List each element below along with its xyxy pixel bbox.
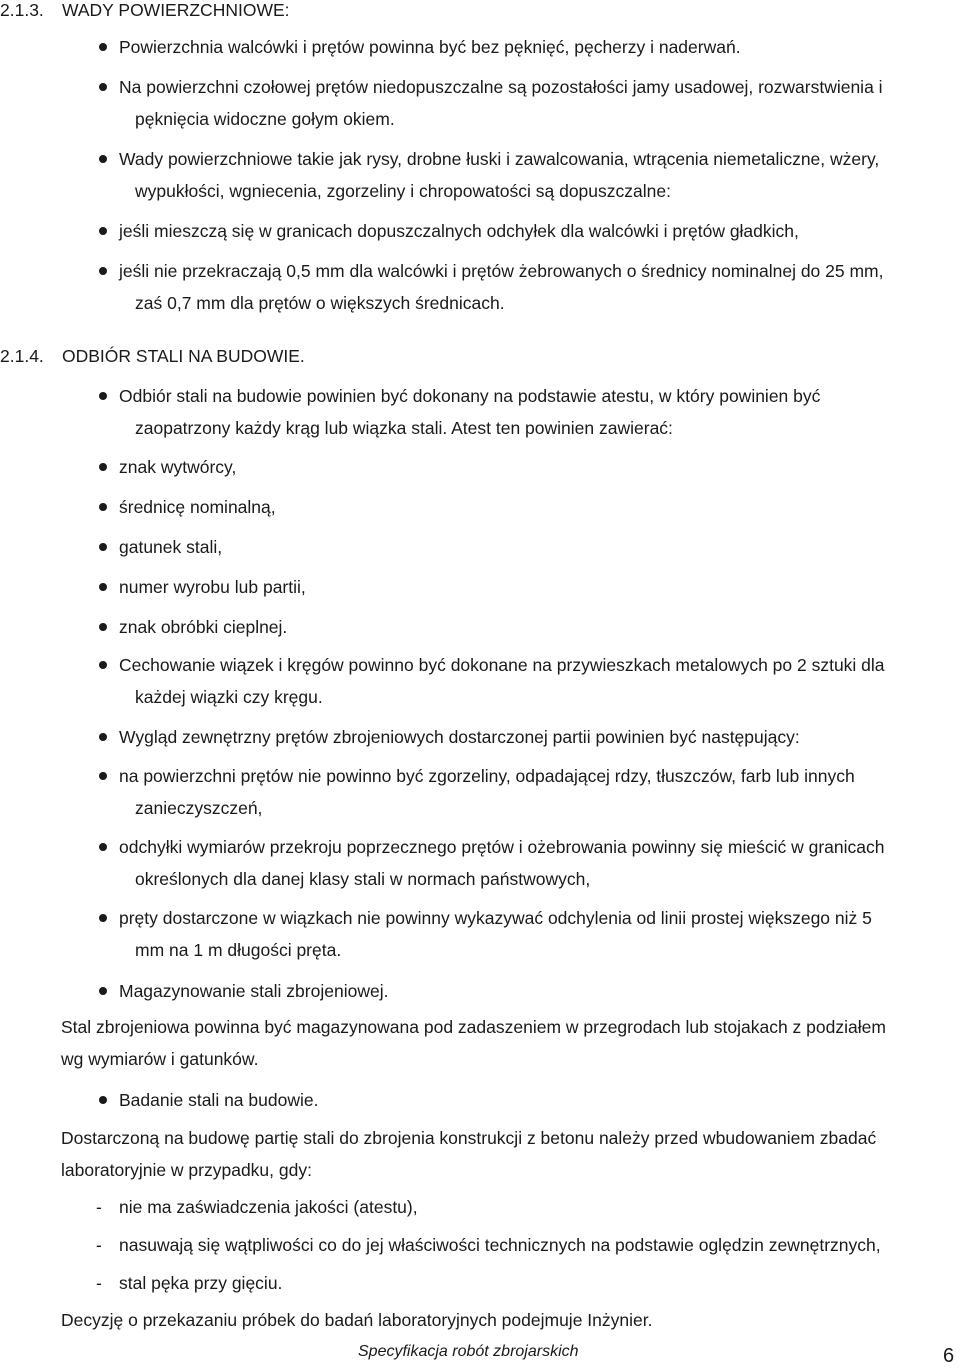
dash-item: stal pęka przy gięciu. xyxy=(119,1273,283,1293)
list-item: Odbiór stali na budowie powinien być dokonany na podstawie atestu, w który powinien być zaopatrzony każdy krąg lub wiązka stali. Atest ten powinien zawierać: xyxy=(119,386,821,438)
bullet-icon xyxy=(99,843,107,851)
section-number: 2.1.3. xyxy=(0,0,44,20)
list-item: Wady powierzchniowe takie jak rysy, drobne łuski i zawalcowania, wtrącenia niemetaliczne, wżery, wypukłości, wgniecenia, zgorzeliny i chropowatości są dopuszczalne: xyxy=(119,149,880,201)
bullet-icon xyxy=(99,623,107,631)
bullet-icon xyxy=(99,543,107,551)
list-item: Wygląd zewnętrzny prętów zbrojeniowych dostarczonej partii powinien być następujący: xyxy=(119,727,800,747)
bullet-icon xyxy=(99,155,107,163)
list-item: odchyłki wymiarów przekroju poprzecznego prętów i ożebrowania powinny się mieścić w granicach określonych dla danej klasy stali w normach państwowych, xyxy=(119,837,885,889)
paragraph-decision: Decyzję o przekazaniu próbek do badań laboratoryjnych podejmuje Inżynier. xyxy=(61,1310,653,1330)
list-item: numer wyrobu lub partii, xyxy=(119,577,306,597)
bullet-icon xyxy=(99,661,107,669)
dash-item: nasuwają się wątpliwości co do jej właściwości technicznych na podstawie oględzin zewnętrznych, xyxy=(119,1235,881,1255)
bullet-icon xyxy=(99,267,107,275)
list-item: jeśli mieszczą się w granicach dopuszczalnych odchyłek dla walcówki i prętów gładkich, xyxy=(119,221,799,241)
bullet-icon xyxy=(99,987,107,995)
list-item: znak wytwórcy, xyxy=(119,457,237,477)
page-number: 6 xyxy=(943,1345,955,1367)
list-item: gatunek stali, xyxy=(119,537,223,557)
bullet-icon xyxy=(99,392,107,400)
section-title: WADY POWIERZCHNIOWE: xyxy=(62,0,290,20)
section-heading-2-1-4 xyxy=(0,340,305,372)
section-title: ODBIÓR STALI NA BUDOWIE. xyxy=(62,346,305,366)
dash-marker: - xyxy=(96,1197,102,1217)
bullet-icon xyxy=(99,83,107,91)
dash-item: nie ma zaświadczenia jakości (atestu), xyxy=(119,1197,418,1217)
list-item: Na powierzchni czołowej prętów niedopuszczalne są pozostałości jamy usadowej, rozwarstwienia i pęknięcia widoczne gołym okiem. xyxy=(119,77,883,129)
bullet-icon xyxy=(99,1096,107,1104)
list-item: znak obróbki cieplnej. xyxy=(119,617,288,637)
list-item: pręty dostarczone w wiązkach nie powinny wykazywać odchylenia od linii prostej większego niż 5 mm na 1 m długości pręta. xyxy=(119,908,872,960)
list-item: średnicę nominalną, xyxy=(119,497,276,517)
list-item: Powierzchnia walcówki i prętów powinna być bez pęknięć, pęcherzy i naderwań. xyxy=(119,37,741,57)
bullet-icon xyxy=(99,227,107,235)
section-heading-2-1-3 xyxy=(0,0,290,26)
list-item: jeśli nie przekraczają 0,5 mm dla walcówki i prętów żebrowanych o średnicy nominalnej do 25 mm, zaś 0,7 mm dla prętów o większych średnicach. xyxy=(119,261,884,313)
list-item: Magazynowanie stali zbrojeniowej. xyxy=(119,981,389,1001)
bullet-icon xyxy=(99,914,107,922)
paragraph-storage: Stal zbrojeniowa powinna być magazynowana pod zadaszeniem w przegrodach lub stojakach z podziałem wg wymiarów i gatunków. xyxy=(61,1017,886,1069)
bullet-icon xyxy=(99,463,107,471)
list-item: Cechowanie wiązek i kręgów powinno być dokonane na przywieszkach metalowych po 2 sztuki dla każdej wiązki czy kręgu. xyxy=(119,655,885,707)
bullet-icon xyxy=(99,43,107,51)
paragraph-lab-testing: Dostarczoną na budowę partię stali do zbrojenia konstrukcji z betonu należy przed wbudowaniem zbadać laboratoryjnie w przypadku, gdy: xyxy=(61,1128,877,1180)
footer-title: Specyfikacja robót zbrojarskich xyxy=(358,1343,579,1360)
section-number: 2.1.4. xyxy=(0,346,44,366)
dash-marker: - xyxy=(96,1273,102,1293)
bullet-icon xyxy=(99,733,107,741)
dash-marker: - xyxy=(96,1235,102,1255)
bullet-icon xyxy=(99,503,107,511)
list-item: Badanie stali na budowie. xyxy=(119,1090,319,1110)
bullet-icon xyxy=(99,583,107,591)
list-item: na powierzchni prętów nie powinno być zgorzeliny, odpadającej rdzy, tłuszczów, farb lub innych zanieczyszczeń, xyxy=(119,766,855,818)
bullet-icon xyxy=(99,772,107,780)
